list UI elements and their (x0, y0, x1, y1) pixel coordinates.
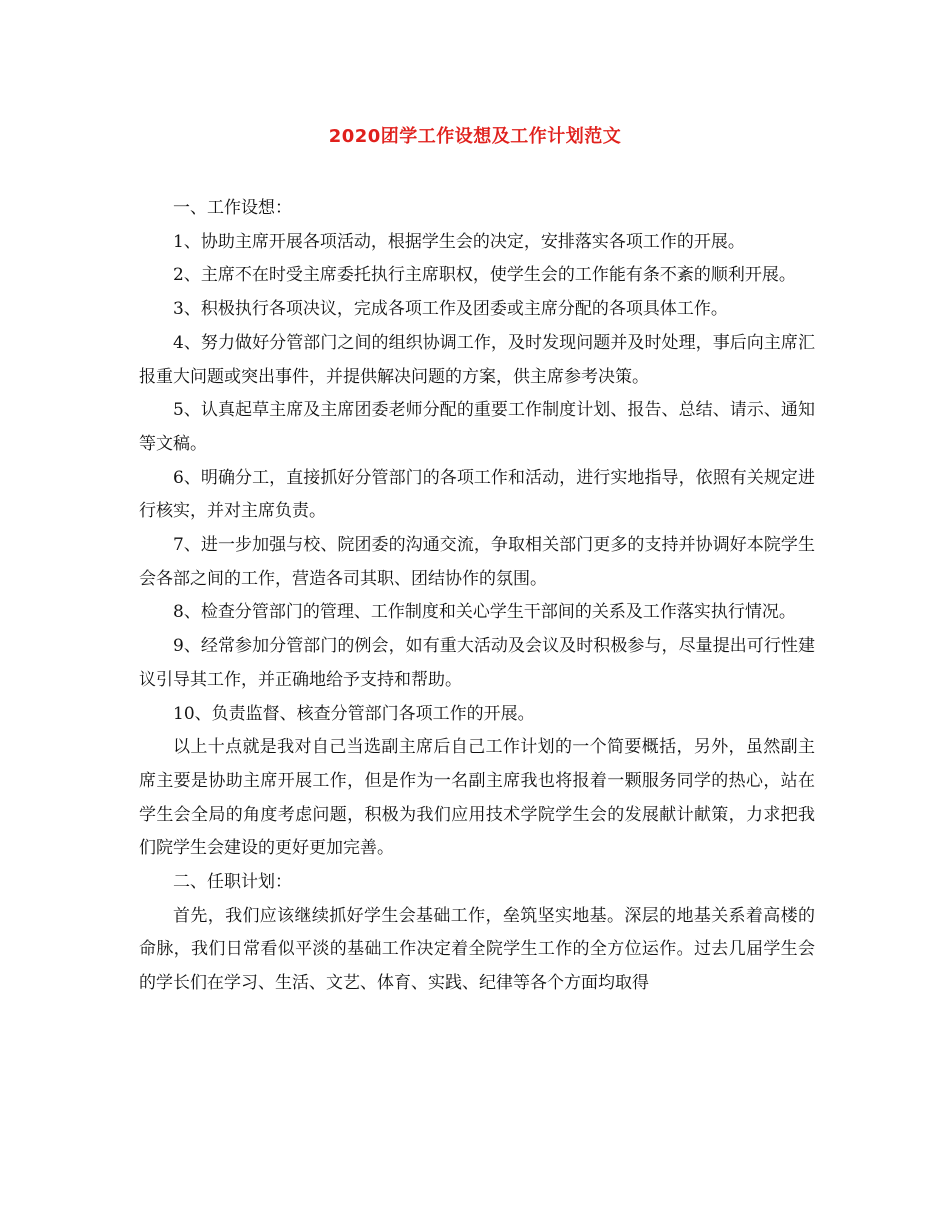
plan-paragraph-1: 首先，我们应该继续抓好学生会基础工作，垒筑坚实地基。深层的地基关系着高楼的命脉，我们日常看似平淡的基础工作决定着全院学生工作的全方位运作。过去几届学生会的学长们在学习、生活、文艺、体育、实践、纪律等各个方面均取得 (139, 905, 815, 994)
section-heading-1: 一、工作设想： (173, 198, 292, 218)
paragraph-item-9: 9、经常参加分管部门的例会，如有重大活动及会议及时积极参与，尽量提出可行性建议引导其工作，并正确地给予支持和帮助。 (139, 636, 815, 690)
document-title: 2020团学工作设想及工作计划范文 (328, 126, 622, 147)
paragraph-item-5: 5、认真起草主席及主席团委老师分配的重要工作制度计划、报告、总结、请示、通知等文稿。 (139, 400, 815, 454)
paragraph-item-10: 10、负责监督、核查分管部门各项工作的开展。 (173, 703, 535, 724)
summary-paragraph: 以上十点就是我对自己当选副主席后自己工作计划的一个简要概括，另外，虽然副主席主要是协助主席开展工作，但是作为一名副主席我也将报着一颗服务同学的热心，站在学生会全局的角度考虑问题，积极为我们应用技术学院学生会的发展献计献策，力求把我们院学生会建设的更好更加完善。 (139, 737, 815, 859)
document-body (139, 192, 815, 1001)
paragraph-item-7: 7、进一步加强与校、院团委的沟通交流，争取相关部门更多的支持并协调好本院学生会各部之间的工作，营造各司其职、团结协作的氛围。 (139, 535, 815, 589)
paragraph-item-2: 2、主席不在时受主席委托执行主席职权，使学生会的工作能有条不紊的顺利开展。 (173, 265, 796, 286)
paragraph-item-1: 1、协助主席开展各项活动，根据学生会的决定，安排落实各项工作的开展。 (173, 231, 745, 252)
paragraph-item-8: 8、检查分管部门的管理、工作制度和关心学生干部间的关系及工作落实执行情况。 (173, 602, 796, 623)
paragraph-item-4: 4、努力做好分管部门之间的组织协调工作，及时发现问题并及时处理，事后向主席汇报重大问题或突出事件，并提供解决问题的方案，供主席参考决策。 (139, 332, 815, 387)
section-heading-2: 二、任职计划： (173, 872, 292, 893)
paragraph-item-6: 6、明确分工，直接抓好分管部门的各项工作和活动，进行实地指导，依照有关规定进行核实，并对主席负责。 (139, 467, 815, 522)
paragraph-item-3: 3、积极执行各项决议，完成各项工作及团委或主席分配的各项具体工作。 (173, 299, 728, 320)
